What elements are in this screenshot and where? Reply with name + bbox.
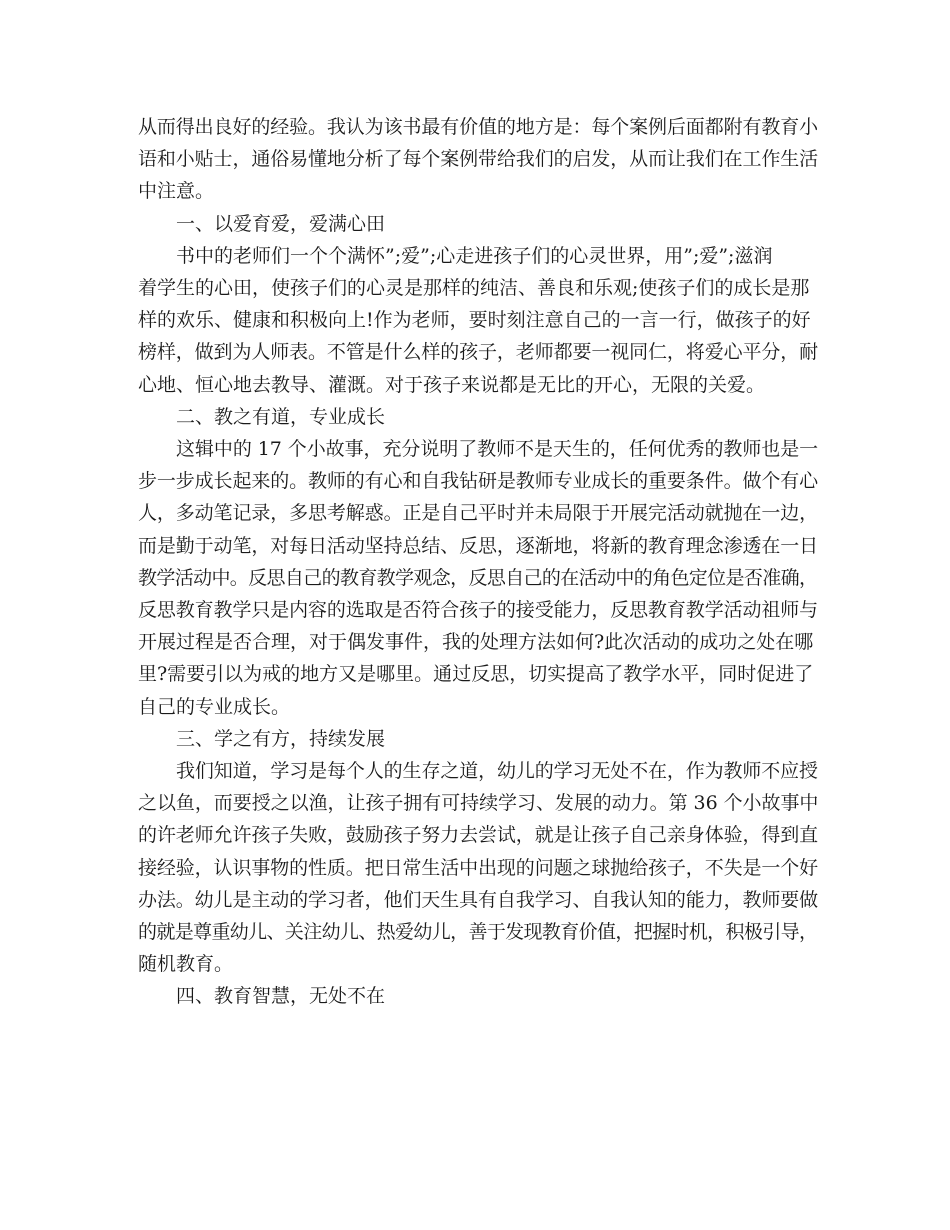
paragraph-line: 的就是尊重幼儿、关注幼儿、热爱幼儿，善于发现教育价值，把握时机，积极引导， bbox=[138, 921, 818, 944]
section-heading: 一、以爱育爱，爱满心田 bbox=[176, 212, 386, 235]
section-heading: 二、教之有道，专业成长 bbox=[176, 405, 386, 428]
paragraph-line: 着学生的心田，使孩子们的心灵是那样的纯洁、善良和乐观;使孩子们的成长是那 bbox=[138, 277, 810, 300]
paragraph-line: 开展过程是否合理，对于偶发事件，我的处理方法如何?此次活动的成功之处在哪 bbox=[138, 631, 814, 654]
paragraph-line: 这辑中的 17 个小故事，充分说明了教师不是天生的，任何优秀的教师也是一 bbox=[176, 438, 819, 461]
paragraph-line: 样的欢乐、健康和积极向上!作为老师，要时刻注意自己的一言一行，做孩子的好 bbox=[138, 309, 811, 332]
paragraph-line: 人，多动笔记录，多思考解惑。正是自己平时并未局限于开展完活动就抛在一边， bbox=[138, 502, 819, 525]
paragraph-line: 自己的专业成长。 bbox=[138, 695, 291, 718]
document-body bbox=[138, 111, 818, 1013]
paragraph-line: 反思教育教学只是内容的选取是否符合孩子的接受能力，反思教育教学活动祖师与 bbox=[138, 599, 819, 622]
paragraph-line: 之以鱼，而要授之以渔，让孩子拥有可持续学习、发展的动力。第 36 个小故事中 bbox=[138, 792, 819, 815]
paragraph-line: 办法。幼儿是主动的学习者，他们天生具有自我学习、自我认知的能力，教师要做 bbox=[138, 888, 819, 911]
paragraph-line: 心地、恒心地去教导、灌溉。对于孩子来说都是无比的开心，无限的关爱。 bbox=[138, 373, 766, 396]
paragraph-line: 榜样，做到为人师表。不管是什么样的孩子，老师都要一视同仁，将爱心平分，耐 bbox=[138, 341, 819, 364]
paragraph-line: 接经验，认识事物的性质。把日常生活中出现的问题之球抛给孩子，不失是一个好 bbox=[138, 856, 819, 879]
paragraph-line: 书中的老师们一个个满怀”;爱”;心走进孩子们的心灵世界，用”;爱”;滋润 bbox=[176, 244, 773, 267]
paragraph-line: 步一步成长起来的。教师的有心和自我钻研是教师专业成长的重要条件。做个有心 bbox=[138, 470, 819, 493]
paragraph-line: 语和小贴士，通俗易懂地分析了每个案例带给我们的启发，从而让我们在工作生活 bbox=[138, 148, 819, 171]
paragraph-line: 的许老师允许孩子失败，鼓励孩子努力去尝试，就是让孩子自己亲身体验，得到直 bbox=[138, 824, 819, 847]
paragraph-line: 而是勤于动笔，对每日活动坚持总结、反思，逐渐地，将新的教育理念渗透在一日 bbox=[138, 534, 819, 557]
section-heading: 四、教育智慧，无处不在 bbox=[176, 985, 386, 1008]
paragraph-line: 教学活动中。反思自己的教育教学观念，反思自己的在活动中的角色定位是否准确， bbox=[138, 566, 818, 589]
paragraph-line: 里?需要引以为戒的地方又是哪里。通过反思，切实提高了教学水平，同时促进了 bbox=[138, 663, 814, 686]
paragraph-line: 中注意。 bbox=[138, 180, 215, 203]
section-heading: 三、学之有方，持续发展 bbox=[176, 727, 386, 750]
paragraph-line: 从而得出良好的经验。我认为该书最有价值的地方是：每个案例后面都附有教育小 bbox=[138, 116, 819, 138]
paragraph-line: 随机教育。 bbox=[138, 953, 234, 976]
paragraph-line: 我们知道，学习是每个人的生存之道，幼儿的学习无处不在，作为教师不应授 bbox=[176, 760, 818, 783]
